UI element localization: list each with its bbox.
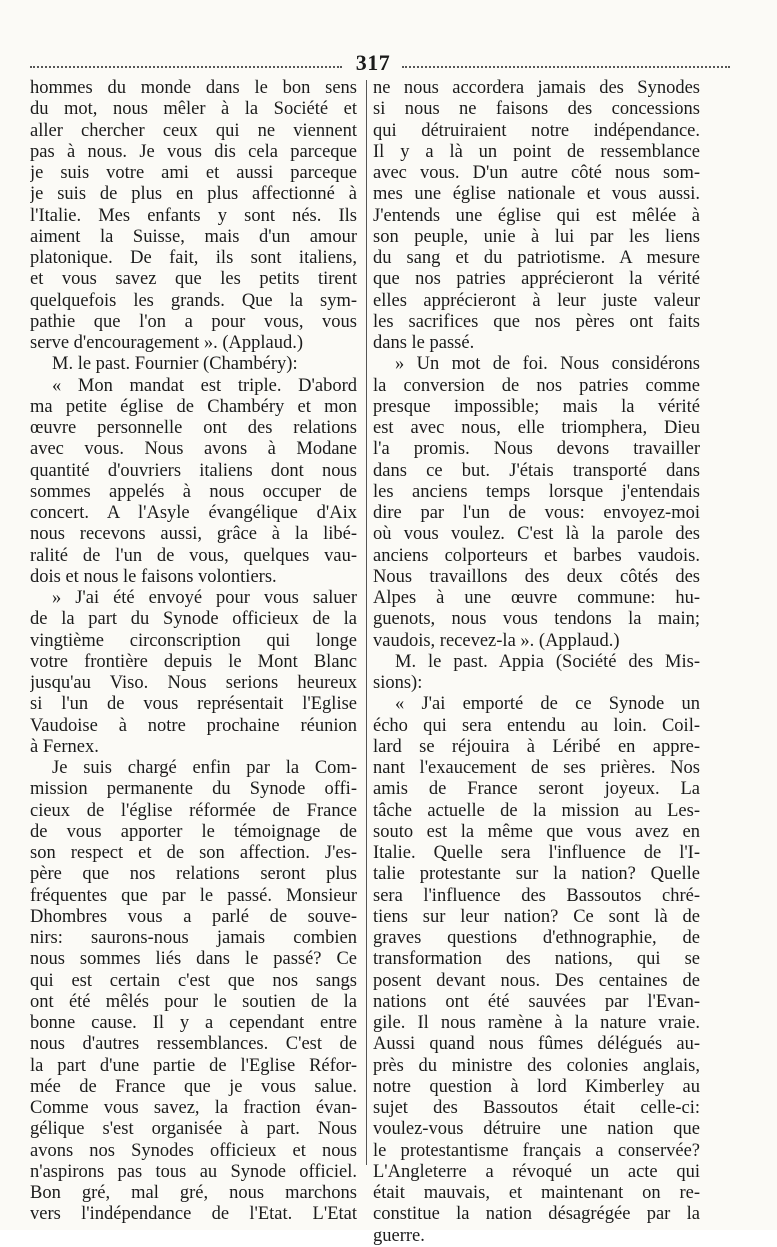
text-line: était mauvais, et maintenant on re- (373, 1183, 700, 1203)
left-text-column (30, 78, 357, 1226)
text-line: Je suis chargé enfin par la Com- (52, 758, 357, 778)
text-line: avec vous. Nous avons à Modane (30, 439, 357, 460)
text-line: cieux de l'église réformée de France (30, 800, 357, 821)
text-line: de la part du Synode officieux de la (30, 609, 357, 630)
text-line: ne nous accordera jamais des Synodes (373, 78, 700, 98)
text-line: bonne cause. Il y a cependant entre (30, 1013, 357, 1033)
text-line: tâche actuelle de la mission au Les- (373, 800, 700, 821)
text-line: les sacrifices que nos pères ont faits (373, 311, 700, 332)
text-line: vers l'indépendance de l'Etat. L'Etat (30, 1204, 357, 1225)
text-line: vaudois, recevez-la ». (Applaud.) (373, 630, 620, 651)
text-line: M. le past. Appia (Société des Mis- (395, 651, 700, 672)
text-line: lard se réjouira à Léribé en appre- (373, 736, 700, 757)
text-line: près du ministre des colonies anglais, (373, 1055, 700, 1076)
text-line: sera l'influence des Bassoutos chré- (373, 885, 700, 906)
text-line: du mot, nous mêler à la Société et (30, 99, 357, 120)
text-line: J'entends une église qui est mêlée à (373, 205, 700, 226)
text-line: voulez-vous détruire une nation que (373, 1119, 700, 1140)
text-line: concert. A l'Asyle évangélique d'Aix (30, 503, 357, 523)
text-line: sujet des Bassoutos était celle-ci: (373, 1098, 700, 1118)
text-line: hommes du monde dans le bon sens (30, 78, 357, 98)
text-line: nous sommes liés dans le passé? Ce (30, 949, 357, 970)
text-line: transformation des nations, qui se (373, 949, 700, 970)
text-line: à Fernex. (30, 736, 99, 757)
text-line: M. le past. Fournier (Chambéry): (52, 354, 298, 375)
text-line: Italie. Quelle sera l'influence de l'I- (373, 843, 700, 863)
text-line: je suis votre ami et aussi parceque (30, 163, 357, 183)
text-line: Dhombres vous a parlé de souve- (30, 906, 357, 927)
text-line: amis de France seront joyeux. La (373, 779, 700, 800)
text-line: guerre. (373, 1225, 425, 1246)
text-line: Bon gré, mal gré, nous marchons (30, 1183, 357, 1203)
text-line: et vous savez que les petits tirent (30, 269, 357, 290)
text-line: son respect et de son affection. J'es- (30, 843, 357, 863)
text-line: quantité d'ouvriers italiens dont nous (30, 460, 357, 481)
text-line: graves questions d'ethnographie, de (373, 928, 700, 948)
text-line: œuvre personnelle ont des relations (30, 418, 357, 438)
text-line: tiens sur leur nation? Ce sont là de (373, 906, 700, 927)
text-line: la part d'une partie de l'Eglise Réfor- (30, 1055, 357, 1076)
text-line: aller chercher ceux qui ne viennent (30, 120, 357, 141)
text-line: nant l'exaucement de ses prières. Nos (373, 758, 700, 778)
text-line: de vous apporter le témoignage de (30, 821, 357, 842)
text-line: » J'ai été envoyé pour vous saluer (52, 588, 357, 608)
text-line: mission permanente du Synode offi- (30, 779, 357, 800)
page-number: 317 (355, 50, 391, 75)
text-line: nous recevons aussi, grâce à la libé- (30, 524, 357, 545)
text-line: souto est la même que vous avez en (373, 821, 700, 842)
text-line: avons nos Synodes officieux et nous (30, 1140, 357, 1161)
right-text-column (373, 78, 700, 1247)
text-line: elles apprécieront à leur juste valeur (373, 290, 700, 311)
text-line: qui détruiraient notre indépendance. (373, 120, 700, 141)
page-header (30, 46, 730, 76)
text-line: presque impossible; mais la vérité (373, 396, 700, 417)
text-line: est avec nous, elle triomphera, Dieu (373, 418, 700, 438)
text-line: « J'ai emporté de ce Synode un (395, 694, 700, 715)
text-line: mes une église nationale et vous aussi. (373, 184, 700, 205)
text-line: dans ce but. J'étais transporté dans (373, 460, 700, 481)
text-line: sions): (373, 673, 423, 693)
text-line: l'a promis. Nous devons travailler (373, 439, 700, 460)
text-line: anciens colporteurs et barbes vaudois. (373, 545, 700, 566)
text-line: sommes appelés à nous occuper de (30, 481, 357, 502)
text-line: qui est certain c'est que nos sangs (30, 970, 357, 991)
text-line: je suis de plus en plus affectionné à (30, 184, 357, 205)
text-line: nations ont été sauvées par l'Evan- (373, 991, 700, 1012)
text-line: gile. Il nous ramène à la nature vraie. (373, 1013, 700, 1033)
text-line: constitue la nation désagrégée par la (373, 1204, 700, 1225)
text-line: les anciens temps lorsque j'entendais (373, 481, 700, 502)
text-line: jusqu'au Viso. Nous serions heureux (30, 673, 357, 693)
text-line: l'Italie. Mes enfants y sont nés. Ils (30, 205, 357, 226)
text-line: où vous voulez. C'est là la parole des (373, 524, 700, 545)
text-line: nous d'autres ressemblances. C'est de (30, 1034, 357, 1055)
text-line: du sang et du patriotisme. A mesure (373, 248, 700, 268)
text-line: écho qui sera entendu au loin. Coil- (373, 715, 700, 736)
header-rule-left (30, 66, 342, 68)
text-line: notre question à lord Kimberley au (373, 1076, 700, 1097)
text-line: pas à nous. Je vous dis cela parceque (30, 141, 357, 162)
text-line: nirs: saurons-nous jamais combien (30, 928, 357, 948)
text-line: Aussi quand nous fûmes délégués au- (373, 1034, 700, 1055)
text-line: ralité de l'un de vous, quelques vau- (30, 545, 357, 566)
text-line: dans le passé. (373, 333, 475, 353)
text-line: fréquentes que par le passé. Monsieur (30, 885, 357, 906)
text-line: serve d'encouragement ». (Applaud.) (30, 333, 304, 353)
text-line: si nous ne faisons des concessions (373, 99, 700, 120)
text-line: quelquefois les grands. Que la sym- (30, 290, 357, 311)
text-line: père que nos relations seront plus (30, 864, 357, 885)
text-line: le protestantisme français a conservée? (373, 1140, 700, 1161)
text-line: n'aspirons pas tous au Synode officiel. (30, 1161, 357, 1182)
text-line: mée de France que je vous salue. (30, 1076, 357, 1097)
text-line: « Mon mandat est triple. D'abord (52, 375, 357, 396)
text-line: aiment la Suisse, mais d'un amour (30, 226, 357, 247)
text-line: Comme vous savez, la fraction évan- (30, 1098, 357, 1118)
text-line: ma petite église de Chambéry et mon (30, 396, 357, 417)
text-line: talie protestante sur la nation? Quelle (373, 864, 700, 885)
text-line: Vaudoise à notre prochaine réunion (30, 715, 357, 736)
text-line: la conversion de nos patries comme (373, 375, 700, 396)
text-line: Nous travaillons des deux côtés des (373, 566, 700, 587)
text-line: ont été mêlés pour le soutien de la (30, 991, 357, 1012)
text-line: votre frontière depuis le Mont Blanc (30, 651, 357, 672)
text-line: L'Angleterre a révoqué un acte qui (373, 1161, 700, 1182)
text-line: si l'un de vous représentait l'Eglise (30, 694, 357, 715)
text-line: pathie que l'on a pour vous, vous (30, 311, 357, 332)
text-line: dire par l'un de vous: envoyez-moi (373, 503, 700, 523)
column-divider (366, 80, 367, 1165)
text-line: que nos patries apprécieront la vérité (373, 269, 700, 290)
text-line: platonique. De fait, ils sont italiens, (30, 248, 357, 268)
text-line: Alpes à une œuvre commune: hu- (373, 588, 700, 608)
text-line: avec vous. D'un autre côté nous som- (373, 163, 700, 183)
header-rule-right (402, 66, 730, 68)
text-line: » Un mot de foi. Nous considérons (395, 354, 700, 375)
text-line: posent devant nous. Des centaines de (373, 970, 700, 991)
text-line: dois et nous le faisons volontiers. (30, 566, 277, 587)
text-line: gélique s'est organisée à part. Nous (30, 1119, 357, 1140)
text-line: son peuple, unie à lui par les liens (373, 226, 700, 247)
text-line: vingtième circonscription qui longe (30, 630, 357, 651)
text-line: Il y a là un point de ressemblance (373, 141, 700, 162)
text-line: guenots, nous vous tendons la main; (373, 609, 700, 630)
